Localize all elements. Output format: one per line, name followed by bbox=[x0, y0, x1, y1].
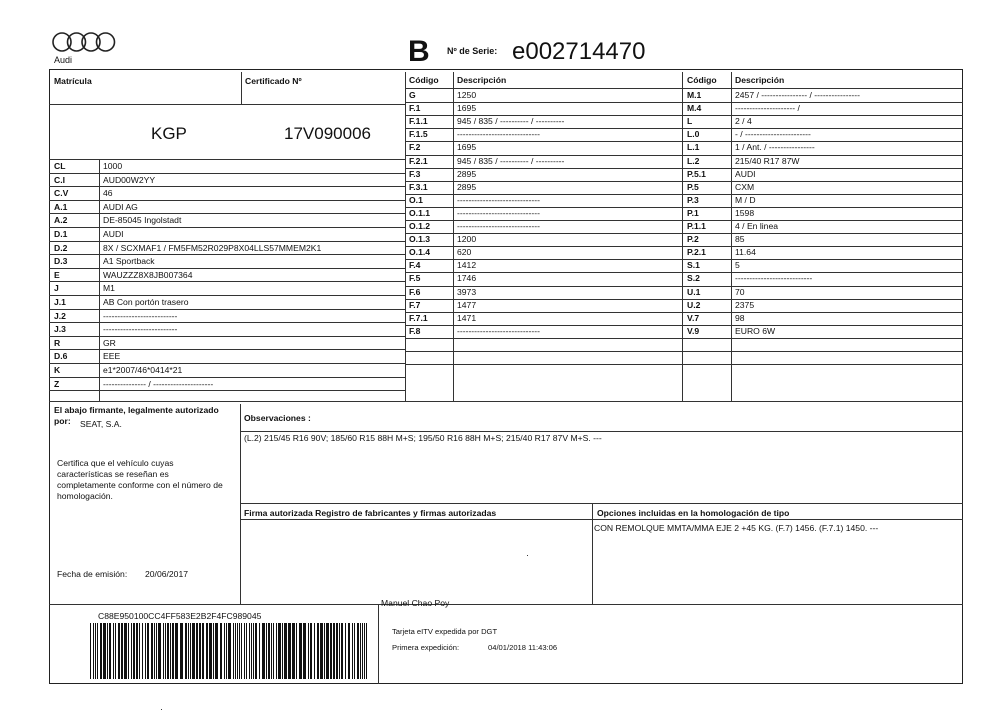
right-row-code: L.2 bbox=[687, 155, 700, 166]
mid-row-value: 1250 bbox=[457, 90, 477, 100]
barcode-bar bbox=[97, 623, 98, 679]
right-row-value: 2375 bbox=[735, 299, 755, 310]
barcode-bar bbox=[118, 623, 120, 679]
mid-row-code: O.1.1 bbox=[409, 207, 431, 218]
tarjeta-text: Tarjeta eITV expedida por DGT bbox=[392, 627, 498, 636]
grid-line bbox=[49, 254, 405, 255]
mid-row-code: F.1.1 bbox=[409, 116, 428, 127]
barcode-bar bbox=[333, 623, 335, 679]
right-descripcion-header: Descripción bbox=[735, 75, 785, 85]
right-row-code: V.7 bbox=[687, 312, 700, 323]
right-row-code: P.2 bbox=[687, 234, 699, 245]
barcode-bar bbox=[213, 623, 214, 679]
barcode-bar bbox=[151, 623, 153, 679]
barcode-bar bbox=[249, 623, 250, 679]
barcode-bar bbox=[255, 623, 257, 679]
barcode-bar bbox=[192, 623, 195, 679]
mid-row-code: F.7 bbox=[409, 299, 421, 310]
certificado-label: Certificado Nº bbox=[245, 76, 302, 86]
barcode-bar bbox=[253, 623, 254, 679]
barcode-bar bbox=[175, 623, 178, 679]
barcode-bar bbox=[364, 623, 365, 679]
grid-line bbox=[241, 72, 242, 104]
barcode-bar bbox=[271, 623, 272, 679]
right-row-value: 5 bbox=[735, 260, 740, 271]
barcode-bar bbox=[284, 623, 287, 679]
barcode-bar bbox=[131, 623, 132, 679]
left-row-code: K bbox=[54, 365, 61, 375]
left-row-code: D.6 bbox=[54, 351, 68, 362]
barcode-bar bbox=[308, 623, 309, 679]
barcode-bar bbox=[326, 623, 329, 679]
left-row-value: -------------------------- bbox=[103, 310, 178, 321]
mid-row-value: 1471 bbox=[457, 312, 477, 323]
barcode-bar bbox=[147, 623, 149, 679]
barcode-bar bbox=[133, 623, 135, 679]
left-row-value: AUDI bbox=[103, 229, 124, 239]
barcode-bar bbox=[103, 623, 106, 679]
barcode-bar bbox=[233, 623, 234, 679]
mid-row-value: 1695 bbox=[457, 103, 477, 114]
opciones-label: Opciones incluidas en la homologación de tipo bbox=[597, 508, 790, 518]
grid-line bbox=[49, 281, 405, 282]
barcode-bar bbox=[237, 623, 238, 679]
right-row-code: U.1 bbox=[687, 286, 701, 297]
mid-row-code: O.1.4 bbox=[409, 247, 431, 258]
barcode-bar bbox=[276, 623, 277, 679]
grid-line bbox=[405, 246, 963, 247]
observaciones-text: (L.2) 215/45 R16 90V; 185/60 R15 88H M+S; 195/50 R16 88H M+S; 215/40 R17 87V M+S. --- bbox=[244, 433, 602, 443]
barcode-bar bbox=[314, 623, 315, 679]
right-codigo-header: Código bbox=[687, 75, 717, 85]
left-row-value: 1000 bbox=[103, 161, 123, 171]
barcode-bar bbox=[95, 623, 96, 679]
mid-row-value: 3973 bbox=[457, 286, 477, 297]
left-row-code: C.I bbox=[54, 174, 65, 185]
right-row-value: EURO 6W bbox=[735, 325, 776, 336]
mid-row-code: O.1 bbox=[409, 194, 423, 205]
matricula-value: KGP bbox=[151, 124, 187, 143]
right-row-code: P.2.1 bbox=[687, 247, 706, 258]
barcode-bar bbox=[235, 623, 236, 679]
barcode-bar bbox=[278, 623, 281, 679]
barcode-bar bbox=[366, 623, 367, 679]
right-row-code: L.0 bbox=[687, 129, 700, 140]
grid-line bbox=[49, 349, 405, 350]
document-hash: C88E950100CC4FF583E2B2F4FC989045 bbox=[98, 611, 262, 621]
barcode-bar bbox=[354, 623, 355, 679]
mid-row-code: F.4 bbox=[409, 260, 421, 271]
mid-row-code: F.8 bbox=[409, 325, 421, 336]
grid-line bbox=[49, 390, 405, 391]
barcode-bar bbox=[145, 623, 146, 679]
grid-line bbox=[49, 227, 405, 228]
barcode-bar bbox=[180, 623, 183, 679]
barcode-bar bbox=[251, 623, 252, 679]
left-row-code: A.2 bbox=[54, 215, 68, 226]
left-row-value: 46 bbox=[103, 188, 113, 199]
grid-line bbox=[49, 322, 405, 323]
barcode-bar bbox=[259, 623, 260, 679]
left-row-value: e1*2007/46*0414*21 bbox=[103, 365, 183, 375]
barcode-bar bbox=[196, 623, 198, 679]
left-row-value: AB Con portón trasero bbox=[103, 297, 189, 307]
mid-row-code: F.1 bbox=[409, 103, 421, 114]
right-row-value: 85 bbox=[735, 234, 745, 245]
barcode-bar bbox=[317, 623, 319, 679]
grid-line bbox=[49, 401, 963, 402]
mid-row-value: 1695 bbox=[457, 142, 477, 153]
right-row-value: 215/40 R17 87W bbox=[735, 155, 800, 166]
grid-line bbox=[405, 181, 963, 182]
right-row-code: S.2 bbox=[687, 273, 700, 284]
mid-row-value: ----------------------------- bbox=[457, 221, 540, 231]
left-row-code: J.2 bbox=[54, 310, 66, 321]
barcode-bar bbox=[107, 623, 108, 679]
primera-expedicion-label: Primera expedición: bbox=[392, 643, 460, 652]
grid-line bbox=[49, 159, 405, 160]
barcode-bar bbox=[228, 623, 231, 679]
left-row-code: D.2 bbox=[54, 242, 68, 253]
barcode-bar bbox=[115, 623, 116, 679]
barcode-bar bbox=[345, 623, 346, 679]
firma-label: Firma autorizada Registro de fabricantes y firmas autorizadas bbox=[244, 508, 497, 518]
grid-line bbox=[49, 363, 405, 364]
grid-line bbox=[240, 404, 241, 604]
barcode-bar bbox=[246, 623, 247, 679]
right-row-code: P.5 bbox=[687, 181, 699, 192]
barcode-bar bbox=[226, 623, 227, 679]
mid-row-value: 1477 bbox=[457, 299, 477, 310]
left-row-code: C.V bbox=[54, 188, 69, 199]
right-row-code: P.5.1 bbox=[687, 168, 706, 179]
left-row-value: AUDI AG bbox=[103, 201, 138, 212]
certificado-value: 17V090006 bbox=[284, 124, 371, 143]
mid-row-code: G bbox=[409, 90, 416, 100]
left-row-code: Z bbox=[54, 378, 60, 389]
certification-text: Certifica que el vehículo cuyas características se reseñan es completamente conforme con el número de homologación. bbox=[57, 458, 223, 501]
barcode-bar bbox=[158, 623, 161, 679]
barcode-bar bbox=[170, 623, 171, 679]
mid-row-value: 1746 bbox=[457, 273, 477, 284]
barcode-bar bbox=[320, 623, 323, 679]
opciones-text: CON REMOLQUE MMTA/MMA EJE 2 +45 KG. (F.7) 1456. (F.7.1) 1450. --- bbox=[594, 523, 879, 533]
left-row-value: -------------------------- bbox=[103, 324, 178, 335]
mid-row-code: O.1.2 bbox=[409, 221, 431, 231]
barcode-bar bbox=[241, 623, 242, 679]
grid-line bbox=[405, 168, 963, 169]
grid-line bbox=[405, 259, 963, 260]
mid-descripcion-header: Descripción bbox=[457, 75, 507, 85]
grid-line bbox=[240, 503, 963, 504]
audi-rings-logo bbox=[51, 31, 117, 53]
grid-line bbox=[49, 213, 405, 214]
mid-row-code: F.2 bbox=[409, 142, 421, 153]
barcode-bar bbox=[303, 623, 306, 679]
right-row-value: 1 / Ant. / ---------------- bbox=[735, 142, 815, 153]
barcode-bar bbox=[352, 623, 353, 679]
barcode-bar bbox=[136, 623, 138, 679]
barcode-bar bbox=[209, 623, 212, 679]
barcode-bar bbox=[296, 623, 297, 679]
left-row-code: J bbox=[54, 283, 59, 294]
barcode-bar bbox=[224, 623, 225, 679]
barcode-bar bbox=[360, 623, 361, 679]
barcode-bar bbox=[206, 623, 208, 679]
barcode-bar bbox=[339, 623, 340, 679]
matricula-label: Matrícula bbox=[54, 76, 92, 86]
left-row-value: --------------- / --------------------- bbox=[103, 378, 214, 389]
barcode-bar bbox=[124, 623, 127, 679]
left-row-value: 8X / SCXMAF1 / FM5FM52R029P8X04LLS57MMEM2K1 bbox=[103, 242, 322, 253]
right-row-code: P.1.1 bbox=[687, 221, 706, 231]
barcode-bar bbox=[348, 623, 350, 679]
grid-line bbox=[49, 104, 405, 105]
left-row-value: AUD00W2YY bbox=[103, 174, 156, 185]
barcode-bar bbox=[288, 623, 291, 679]
barcode-bar bbox=[167, 623, 169, 679]
right-row-value: --------------------------- bbox=[735, 273, 813, 284]
right-row-code: L bbox=[687, 116, 693, 127]
right-row-value: M / D bbox=[735, 194, 756, 205]
barcode-bar bbox=[324, 623, 325, 679]
mid-row-value: 620 bbox=[457, 247, 472, 258]
grid-line bbox=[405, 338, 963, 339]
barcode-bar bbox=[244, 623, 245, 679]
left-row-value: A1 Sportback bbox=[103, 256, 155, 267]
barcode-bar bbox=[262, 623, 265, 679]
mid-row-value: ----------------------------- bbox=[457, 194, 540, 205]
right-row-code: P.1 bbox=[687, 207, 699, 218]
signatory-por-label: por: bbox=[54, 416, 71, 426]
right-row-value: CXM bbox=[735, 181, 755, 192]
grid-line bbox=[405, 364, 963, 365]
mid-row-value: 945 / 835 / ---------- / ---------- bbox=[457, 155, 565, 166]
grid-line bbox=[405, 299, 963, 300]
grid-line bbox=[240, 431, 963, 432]
right-row-code: L.1 bbox=[687, 142, 700, 153]
grid-line bbox=[49, 295, 405, 296]
right-row-code: V.9 bbox=[687, 325, 700, 336]
mid-row-code: F.2.1 bbox=[409, 155, 428, 166]
barcode-bar bbox=[163, 623, 164, 679]
grid-line bbox=[405, 233, 963, 234]
barcode-bar bbox=[154, 623, 155, 679]
barcode-bar bbox=[188, 623, 189, 679]
mid-row-value: 2895 bbox=[457, 168, 477, 179]
mid-row-code: F.3.1 bbox=[409, 181, 428, 192]
left-row-code: D.3 bbox=[54, 256, 68, 267]
right-row-value: 2457 / ---------------- / ---------------- bbox=[735, 90, 861, 100]
grid-line bbox=[99, 159, 100, 401]
brand-name: Audi bbox=[54, 55, 73, 65]
left-row-code: J.3 bbox=[54, 324, 66, 335]
grid-line bbox=[49, 604, 963, 605]
right-row-value: 4 / En linea bbox=[735, 221, 778, 231]
barcode-bar bbox=[142, 623, 143, 679]
right-row-code: U.2 bbox=[687, 299, 701, 310]
barcode-bar bbox=[362, 623, 363, 679]
left-row-value: M1 bbox=[103, 283, 115, 294]
mid-row-code: F.1.5 bbox=[409, 129, 428, 140]
barcode-bar bbox=[357, 623, 359, 679]
primera-expedicion-value: 04/01/2018 11:43:06 bbox=[488, 643, 558, 652]
left-row-code: E bbox=[54, 269, 60, 280]
vehicle-category: B bbox=[408, 35, 430, 68]
mid-row-code: F.6 bbox=[409, 286, 421, 297]
right-row-code: S.1 bbox=[687, 260, 700, 271]
barcode-bar bbox=[100, 623, 102, 679]
barcode-bar bbox=[172, 623, 174, 679]
right-row-code: M.1 bbox=[687, 90, 702, 100]
left-row-value: EEE bbox=[103, 351, 121, 362]
barcode-bar bbox=[139, 623, 140, 679]
right-row-value: --------------------- / bbox=[735, 103, 800, 114]
barcode-bar bbox=[266, 623, 267, 679]
mid-row-value: 945 / 835 / ---------- / ---------- bbox=[457, 116, 565, 127]
barcode-bar bbox=[128, 623, 129, 679]
grid-line bbox=[405, 272, 963, 273]
right-row-code: M.4 bbox=[687, 103, 702, 114]
right-row-value: 1598 bbox=[735, 207, 755, 218]
firma-name: Manuel Chao Poy bbox=[381, 598, 450, 608]
mid-codigo-header: Código bbox=[409, 75, 439, 85]
right-row-value: AUDI bbox=[735, 168, 756, 179]
left-row-value: GR bbox=[103, 337, 116, 348]
mid-row-value: ----------------------------- bbox=[457, 207, 540, 218]
barcode-bar bbox=[109, 623, 111, 679]
mid-row-code: F.5 bbox=[409, 273, 421, 284]
serie-number: e002714470 bbox=[512, 38, 646, 65]
mid-row-code: O.1.3 bbox=[409, 234, 431, 245]
right-row-value: 2 / 4 bbox=[735, 116, 752, 127]
mid-row-value: ----------------------------- bbox=[457, 129, 540, 140]
mid-row-value: 1200 bbox=[457, 234, 477, 245]
barcode-bar bbox=[273, 623, 274, 679]
barcode-bar bbox=[268, 623, 270, 679]
barcode-bar bbox=[299, 623, 302, 679]
barcode bbox=[90, 623, 370, 679]
barcode-bar bbox=[282, 623, 283, 679]
observaciones-label: Observaciones : bbox=[244, 413, 311, 423]
barcode-bar bbox=[121, 623, 123, 679]
barcode-bar bbox=[330, 623, 332, 679]
left-row-code: D.1 bbox=[54, 229, 68, 239]
grid-line bbox=[240, 519, 963, 520]
right-row-code: P.3 bbox=[687, 194, 699, 205]
barcode-bar bbox=[220, 623, 222, 679]
right-row-value: 98 bbox=[735, 312, 745, 323]
stamp-mark: · bbox=[526, 550, 529, 560]
barcode-bar bbox=[156, 623, 157, 679]
barcode-bar bbox=[113, 623, 114, 679]
right-row-value: - / ----------------------- bbox=[735, 129, 811, 140]
grid-line bbox=[405, 351, 963, 352]
right-row-value: 70 bbox=[735, 286, 745, 297]
left-row-code: J.1 bbox=[54, 297, 66, 307]
barcode-bar bbox=[310, 623, 312, 679]
left-row-code: R bbox=[54, 337, 61, 348]
signatory-company: SEAT, S.A. bbox=[80, 419, 122, 429]
grid-line bbox=[378, 604, 379, 684]
barcode-bar bbox=[90, 623, 91, 679]
grid-line bbox=[405, 286, 963, 287]
grid-line bbox=[405, 102, 963, 103]
barcode-bar bbox=[336, 623, 338, 679]
barcode-bar bbox=[292, 623, 295, 679]
right-row-value: 11.64 bbox=[735, 247, 756, 258]
left-row-code: CL bbox=[54, 161, 66, 171]
barcode-bar bbox=[185, 623, 187, 679]
barcode-bar bbox=[215, 623, 218, 679]
grid-line bbox=[405, 141, 963, 142]
mid-row-value: ----------------------------- bbox=[457, 325, 540, 336]
barcode-bar bbox=[190, 623, 191, 679]
fecha-emision-value: 20/06/2017 bbox=[145, 569, 189, 579]
mid-row-code: F.3 bbox=[409, 168, 421, 179]
barcode-bar bbox=[202, 623, 204, 679]
barcode-bar bbox=[93, 623, 94, 679]
grid-line bbox=[405, 88, 963, 89]
left-row-value: WAUZZZ8X8JB007364 bbox=[103, 269, 193, 280]
mid-row-value: 2895 bbox=[457, 181, 477, 192]
mid-row-value: 1412 bbox=[457, 260, 477, 271]
left-row-value: DE-85045 Ingolstadt bbox=[103, 215, 182, 226]
signatory-title: El abajo firmante, legalmente autorizado bbox=[54, 405, 219, 415]
barcode-bar bbox=[165, 623, 166, 679]
scan-speck: · bbox=[160, 704, 163, 714]
barcode-bar bbox=[199, 623, 201, 679]
barcode-bar bbox=[239, 623, 240, 679]
left-row-code: A.1 bbox=[54, 201, 68, 212]
grid-line bbox=[405, 312, 963, 313]
grid-line bbox=[49, 186, 405, 187]
mid-row-code: F.7.1 bbox=[409, 312, 428, 323]
barcode-bar bbox=[341, 623, 343, 679]
fecha-emision-label: Fecha de emisión: bbox=[57, 569, 128, 579]
serie-label: Nº de Serie: bbox=[447, 46, 498, 56]
